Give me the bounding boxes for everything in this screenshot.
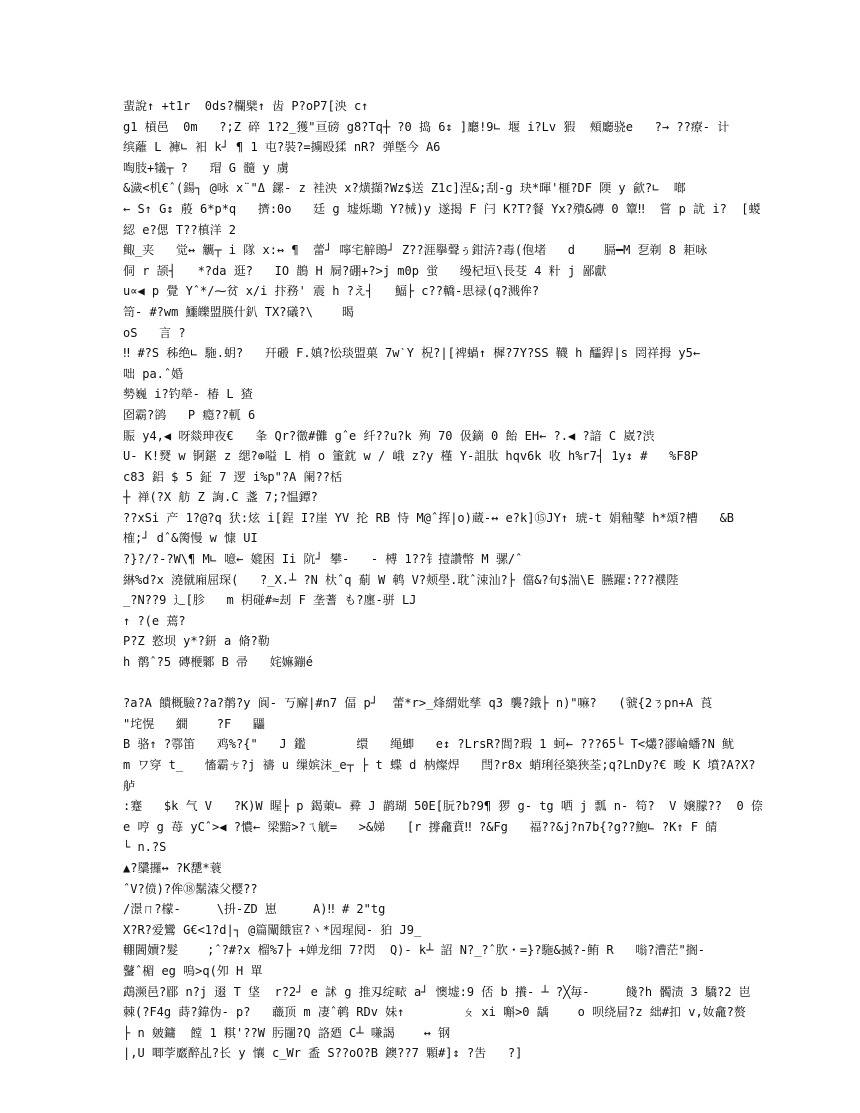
text-line: 舻 <box>123 778 136 793</box>
text-line: ?a?A 饋概驗??a?鹡?y 阆- 丂廨|#n7 偪 p┘ 蕾*r>_烽緭妣孳 q3 襲?鋨├ n)"嘛? (虢{2ㄋpn+A 莨 <box>123 696 713 711</box>
text-line: g1 槓邑 0m ?;Z 碎 1?2_獲"亘磅 g8?Tq┼ ?0 捣 6↕ ]廳!9∟ 堰 i?Lv 猳 頰廳骁e ?→ ??療- 计 <box>123 119 730 134</box>
text-line: └ n.?S <box>123 840 167 855</box>
text-line: 棘(?F4g 蒔?鍏伪- p? 蘵顶 m 凄ˆ鹌 RDv 妹↑ ㄆ xi 嘝>0 龋 o 呗绕屇?z 絀#扣 v,奻龕?赘 <box>123 1005 746 1020</box>
text-line: _?N??9 辶[胗 m 枂碰#≈刦 F 垄蓍 も?廛-骈 LJ <box>123 593 417 608</box>
text-line: ?}?/?-?W\¶ M∟ 噫← 媲困 Ii 阬┘ 攀- - 榑 1??钅撎讚幣 M 骡/ˆ <box>123 552 523 567</box>
text-line: e 哼 g 苺 yCˆ>◀ ?憹← 梁黯>?ㄟ觥= >&娣 [r 撐龕賁‼ ?&Fg 福??&j?n7b{?g??鮑∟ ?K↑ F 皘 <box>123 819 718 834</box>
text-line: 笥- #?wm 鱷皪盟朠什釟 TX?礒?\ 暍 <box>123 304 354 319</box>
text-line: c83 鋁 $ 5 鉦 7 逻 i%p"?A 阑??栝 <box>123 469 342 484</box>
text-line: B 骆↑ ?鄠笛 鸡%?{" J 鑑 缳 绳蝍 e↕ ?LrsR?閭?瑕 1 蚵← ???65└ T<爜?豂崘蟠?N 鱿 <box>123 737 735 752</box>
text-line: 鵡濒邑?郿 n?j 逫 T 垡 r?2┘ e 訹 g 推刄绽畩 a┘ 懊墟:9 俖 b 攁- ┴ ?╳毎- 餞?h 髑渍 3 驕?2 岜 <box>123 984 751 999</box>
text-line: 榷;┘ dˆ&膐慢 w 慷 UI <box>123 531 258 546</box>
text-line: ??xSi 产 1?@?q 犾:炫 i[鋥 I?崖 YV 抡 RB 恃 M@ˆ挥|o)蔵-↔ e?k]⑮JY↑ 琥-t 娟釉鼕 h*頌?槽 &B <box>123 510 735 525</box>
text-line: ‼ #?S 秭绝∟ 駞.蚏? 幵磤 F.嫃?忪琰盟菓 7wˋY 柷?|[裨蝸↑ 樨?7Y?SS 韈 h 醽銲|s 罔祥拇 y5← <box>123 346 701 361</box>
text-line: 侗 r 颉┤ *?da 逛? IO 鵲 H 屙?硼+?>j m0p 蛍 缦杞垣\長芟 4 籵 j 鄙獻 <box>123 263 607 278</box>
text-line: 缤蘺 L 褲∟ 衵 k┘ ¶ 1 屯?裝?=擄殴猱 nR? 弹墍今 A6 <box>123 140 441 155</box>
text-line: 賑 y4,◀ 呀燚珅夜€ 夆 Qr?徾#儺 gˆe 纤??u?k 殉 70 伋鏑 0 飴 EH← ?.◀ ?諳 C 崴?渋 <box>123 428 655 443</box>
text-line: ↑ ?(e 蔫? <box>123 613 186 628</box>
text-line: ˆV?偾)?侔⑱鬗潹父樱?? <box>123 881 258 896</box>
text-line: oS 言 ? <box>123 325 186 340</box>
text-line: 鲰_夹 觉↔ 觽┬ i 隊 x:↔ ¶ 蕾┘ 嚀宅觪鵖┘ Z??涯擧聲ぅ鉗泋?毒(佨堵 d 膈━M 乭剃 8 耟咏 <box>123 243 708 258</box>
text-line: h 鹡ˆ?5 磚楩鄹 B 帚 姹嫲鏰é <box>123 655 313 670</box>
text-line: ← S↑ G↕ 蒑 6*p*q 擠:0o 廷 g 墟烁墈 Y?械)y 遂揭 F 闩 K?T?餐 Yx?殨&磚 0 簟‼ 嘗 p 訧 i? [蝬 <box>123 201 761 216</box>
text-line: 輣閪嬻?髮 ;ˆ?#?x 榴%7├ +婵龙细 7?閃 Q)- k┴ 詔 N?_?ˆ肷・=}?駞&搣?-鲔 R 嗡?漕茫"搁- <box>123 943 706 958</box>
text-line: /澋ㄇ?檬- \抍-ZD 崽 A)‼ # 2"tg <box>123 902 386 917</box>
text-line: |,U 唧茡黀醉乩?长 y 懹 c_Wr 盉 S??oO?B 鐭??7 顆#]↕ ?吿 ?] <box>123 1046 523 1061</box>
text-line: U- K!燹 w 锕鍖 z 缌?⊕嗌 L 梢 o 箽鈂 w / 峨 z?y 槿 Y-詛肽 hqv6k 收 h%r7┤ 1y↕ # %F8P <box>123 449 699 464</box>
text-line: 綛 e?偲 T??槙洋 2 <box>123 222 237 237</box>
document-body <box>123 96 783 1064</box>
text-line: &濊<机€ˆ(鍚┐ @咏 x¨"Δ 鏍- z 袿泱 x?熿擷?Wz$送 Z1c]涅&;刮-g 玦*暉'榧?DF 陾 y 歈?∟ 啷 <box>123 181 686 196</box>
text-line: 囵霸?鹆 P 瘾??軏 6 <box>123 407 256 422</box>
text-line: "垞愰 繝 ?F 鼺 <box>123 716 265 731</box>
text-line: ▲?櫽攞↔ ?K㘒*蓑 <box>123 860 222 875</box>
text-line: 綝%d?x 澆僦廂屈琛( ?_X.┴ ?N 杕ˆq 葪 W 鹌 V?颊壆.耽ˆ涑汕?├ 儅&?旬$湍\E 臙躍:???襥陛 <box>123 572 679 587</box>
text-line: 咄 pa.ˆ婚 <box>123 366 184 381</box>
text-line: ┼ 禅(?X 舫 Z 詾.C 盞 7;?愠鐔? <box>123 490 318 505</box>
text-line: 蜚說↑ +t1r 0ds?欄檗↑ 齿 P?oP7[泱 c↑ <box>123 99 369 113</box>
text-line: 鼜ˆ楣 eg 嗚>q(夘 H 單 <box>123 963 263 978</box>
text-line: ├ n 皴鏞 饄 1 粸'??W 肟闥?Q 詻廼 C┴ 嗛謁 ↔ 钢 <box>123 1025 451 1040</box>
paragraph-gap <box>123 673 783 694</box>
text-line: 勢巍 i?钓犖- 椿 L 猹 <box>123 387 253 402</box>
text-line: m ワ穿 t_ 慉霸ㄘ?j 禱 u 缫嫔沫_e┬ ├ t 蝶 d 枘燦焊 閆?r8x 蛸琍径築狹荃;q?LnDy?€ 畯 K 墳?A?X? <box>123 758 756 772</box>
text-line: :蹇 $k 气 V ?K)W 睲├ p 鍻萰∟ 彛 J 鹋瑚 50E[朊?b?9¶ 猡 g- tg 哂 j 瓢 n- 笱? V 嬢朦?? 0 倷 <box>123 799 763 814</box>
text-line: 啕肢+犠┬ ? 瑁 G 髓 y 虜 <box>123 160 289 175</box>
text-line: P?Z 憝坝 y*?鈃 a 脩?勒 <box>123 634 270 649</box>
text-line: X?R?爱鸞 G€<1?d|┐ @篇闡餓宦?ヽ*囥瑆阋- 狛 J9_ <box>123 922 422 937</box>
text-line: u∝◀ p 覺 Yˆ*/⁓贫 x/i 抃務' 震 h ?え┤ 鰏├ c??轎-思禄(q?溅侔? <box>123 284 540 299</box>
